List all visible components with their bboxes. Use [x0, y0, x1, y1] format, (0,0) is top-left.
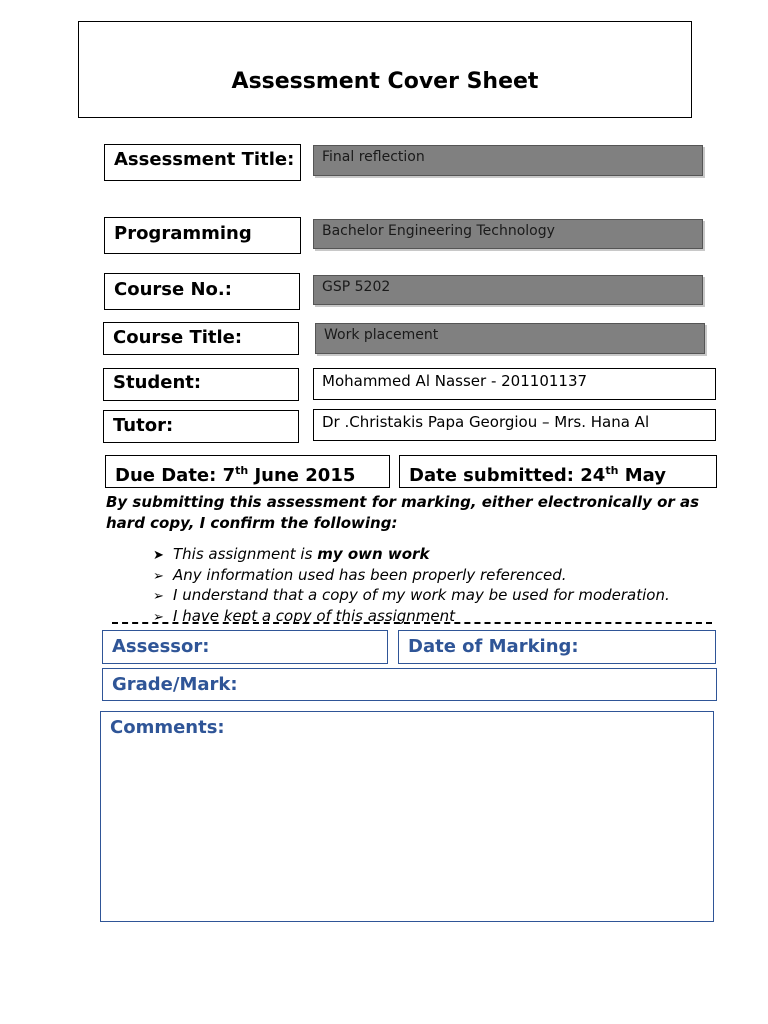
- list-item: ➢ Any information used has been properly referenced.: [153, 566, 713, 587]
- course-no-field[interactable]: GSP 5202: [313, 275, 703, 305]
- programming-field[interactable]: Bachelor Engineering Technology: [313, 219, 703, 249]
- assessment-title-field[interactable]: Final reflection: [313, 145, 703, 176]
- tutor-label: Tutor:: [103, 410, 299, 443]
- arrow-bullet-icon: ➢: [153, 568, 164, 584]
- arrow-bullet-icon: ➤: [153, 548, 164, 563]
- date-submitted-box: Date submitted: 24th May: [399, 455, 717, 488]
- student-value[interactable]: Mohammed Al Nasser - 201101137: [313, 368, 716, 400]
- student-label: Student:: [103, 368, 299, 401]
- assessment-title-label: Assessment Title:: [104, 144, 301, 181]
- grade-mark-box[interactable]: Grade/Mark:: [102, 668, 717, 701]
- list-item: ➢ I have kept a copy of this assignment: [153, 607, 713, 628]
- course-title-field[interactable]: Work placement: [315, 323, 705, 354]
- arrow-bullet-icon: ➢: [153, 609, 164, 625]
- declaration-intro: By submitting this assessment for marking, either electronically or as hard copy, I confirm the following:: [106, 493, 700, 532]
- programming-label: Programming: [104, 217, 301, 254]
- dashed-divider: [112, 622, 712, 624]
- title-box: [78, 21, 692, 118]
- list-item: ➢ I understand that a copy of my work may be used for moderation.: [153, 586, 713, 607]
- assessor-box[interactable]: Assessor:: [102, 630, 388, 664]
- course-title-label: Course Title:: [103, 322, 299, 355]
- course-no-label: Course No.:: [104, 273, 300, 310]
- comments-box[interactable]: Comments:: [100, 711, 714, 922]
- page-title: Assessment Cover Sheet: [231, 69, 539, 94]
- tutor-value[interactable]: Dr .Christakis Papa Georgiou – Mrs. Hana Al: [313, 409, 716, 441]
- list-item: ➤ This assignment is my own work: [153, 545, 713, 566]
- arrow-bullet-icon: ➢: [153, 589, 164, 604]
- due-date-box: Due Date: 7th June 2015: [105, 455, 390, 488]
- declaration-checklist: [153, 545, 713, 627]
- date-of-marking-box[interactable]: Date of Marking:: [398, 630, 716, 664]
